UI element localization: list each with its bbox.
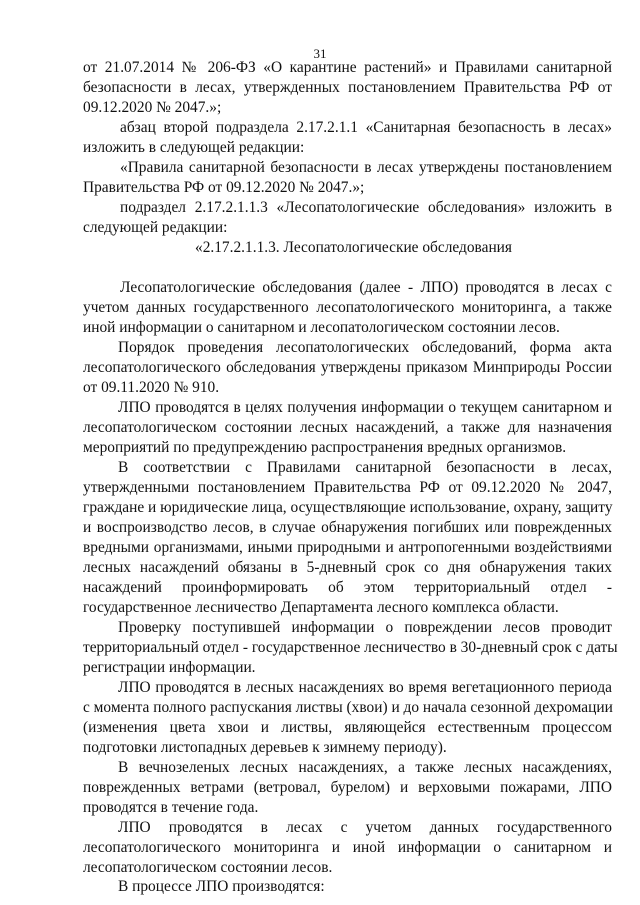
text-line: В соответствии с Правилами санитарной безопасности в лесах, bbox=[118, 459, 612, 476]
text-line: учетом данных государственного лесопатологического мониторинга, а также bbox=[83, 299, 612, 316]
text-line: ЛПО проводятся в целях получения информации о текущем санитарном и bbox=[118, 399, 612, 416]
text-line: следующей редакции: bbox=[83, 219, 228, 236]
text-line: ЛПО проводятся в лесах с учетом данных государственного bbox=[118, 819, 612, 836]
text-line: безопасности в лесах, утвержденных постановлением Правительства РФ от bbox=[83, 79, 612, 96]
text-line: подраздел 2.17.2.1.1.3 «Лесопатологические обследования» изложить в bbox=[120, 199, 612, 216]
text-line: поврежденных ветрами (ветровал, бурелом) и верховыми пожарами, ЛПО bbox=[83, 779, 612, 796]
text-line: «Правила санитарной безопасности в лесах утверждены постановлением bbox=[120, 159, 612, 176]
text-line: 09.12.2020 № 2047.»; bbox=[83, 99, 222, 116]
text-line: от 09.11.2020 № 910. bbox=[83, 379, 220, 396]
text-line: от 21.07.2014 № 206-ФЗ «О карантине растений» и Правилами санитарной bbox=[83, 59, 612, 76]
text-line: Правительства РФ от 09.12.2020 № 2047.»; bbox=[83, 179, 365, 196]
text-line: утвержденными постановлением Правительства РФ от 09.12.2020 № 2047, bbox=[83, 479, 612, 496]
text-line: территориальный отдел - государственное лесничество в 30-дневный срок с даты bbox=[83, 639, 618, 656]
text-line: насаждений проинформировать об этом территориальный отдел - bbox=[83, 579, 612, 596]
text-line: лесопатологического обследования утверждены приказом Минприроды России bbox=[83, 359, 612, 376]
text-line: регистрации информации. bbox=[83, 659, 256, 676]
text-line: ЛПО проводятся в лесных насаждениях во время вегетационного периода bbox=[118, 679, 612, 696]
text-line: Порядок проведения лесопатологических обследований, форма акта bbox=[118, 339, 612, 356]
page-number: 31 bbox=[313, 46, 327, 61]
text-line: изложить в следующей редакции: bbox=[83, 139, 305, 156]
text-line: Проверку поступившей информации о повреждении лесов проводит bbox=[118, 619, 612, 636]
text-line: В процессе ЛПО производятся: bbox=[118, 878, 325, 895]
text-line: проводятся в течение года. bbox=[83, 799, 259, 816]
text-line: абзац второй подраздела 2.17.2.1.1 «Санитарная безопасность в лесах» bbox=[120, 119, 612, 136]
text-line: мероприятий по предупреждению распространения вредных организмов. bbox=[83, 439, 567, 456]
text-line: государственное лесничество Департамента лесного комплекса области. bbox=[83, 599, 559, 616]
text-line: лесопатологического мониторинга и иной информации о санитарном и bbox=[83, 839, 612, 856]
section-heading: «2.17.2.1.1.3. Лесопатологические обследования bbox=[195, 239, 512, 256]
text-line: с момента полного распускания листвы (хвои) и до начала сезонной дехромации bbox=[83, 699, 613, 716]
text-line: Лесопатологические обследования (далее - ЛПО) проводятся в лесах с bbox=[120, 279, 612, 296]
text-line: вредными организмами, иными природными и антропогенными воздействиями bbox=[83, 539, 612, 556]
text-line: В вечнозеленых лесных насаждениях, а также лесных насаждениях, bbox=[118, 759, 612, 776]
text-line: лесных насаждений обязаны в 5-дневный срок со дня обнаружения таких bbox=[83, 559, 612, 576]
text-line: иной информации о санитарном и лесопатологическом состоянии лесов. bbox=[83, 319, 560, 336]
text-line: лесопатологическом состоянии лесных насаждений, а также для назначения bbox=[83, 419, 612, 436]
text-line: подготовки листопадных деревьев к зимнему периоду). bbox=[83, 739, 447, 756]
text-line: граждане и юридические лица, осуществляющие использование, охрану, защиту bbox=[83, 499, 613, 516]
text-line: и воспроизводство лесов, в случае обнаружения погибших или поврежденных bbox=[83, 519, 612, 536]
text-line: (изменения цвета хвои и листвы, являющейся естественным процессом bbox=[83, 719, 612, 736]
text-line: лесопатологическом состоянии лесов. bbox=[83, 859, 333, 876]
